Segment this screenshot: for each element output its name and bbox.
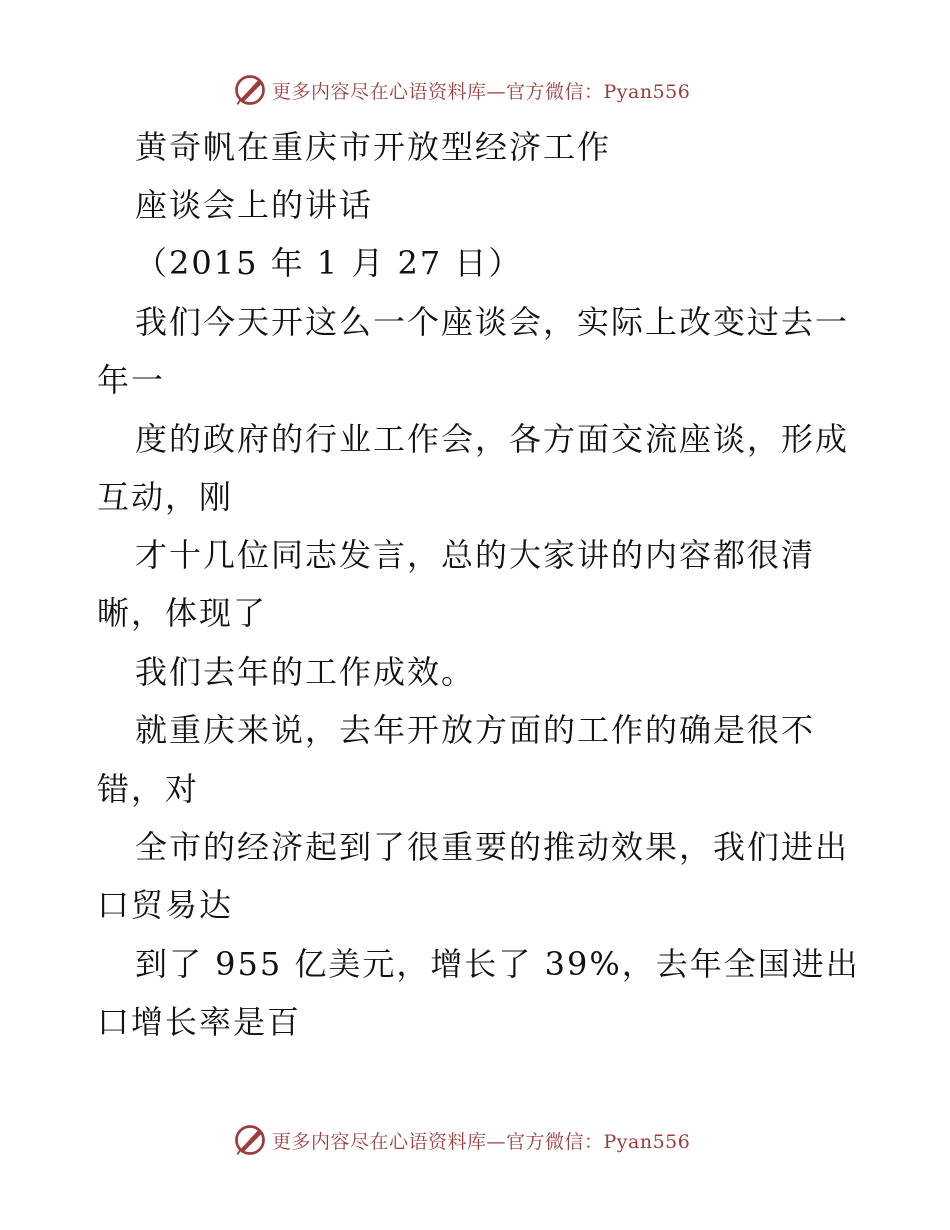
body-line: 才十几位同志发言，总的大家讲的内容都很清: [135, 536, 816, 574]
header-banner-text: 更多内容尽在心语资料库—官方微信：Pyan556: [272, 80, 691, 103]
footer-banner-text: 更多内容尽在心语资料库—官方微信：Pyan556: [272, 1130, 691, 1153]
document-date: （2015 年 1 月 27 日）: [135, 244, 523, 282]
body-line: 错，对: [97, 770, 200, 808]
header-banner: [232, 70, 690, 110]
document-title-line-2: 座谈会上的讲话: [135, 186, 374, 224]
body-line: 晰，体现了: [97, 594, 268, 632]
body-line: 全市的经济起到了很重要的推动效果，我们进出: [135, 828, 850, 866]
footer-banner: [232, 1120, 690, 1160]
body-line: 年一: [97, 361, 166, 399]
body-line: 度的政府的行业工作会，各方面交流座谈，形成: [135, 420, 850, 458]
body-line: 互动，刚: [97, 478, 234, 516]
quill-pen-logo-icon: [232, 1122, 268, 1158]
body-line: 我们去年的工作成效。: [135, 653, 476, 691]
body-line: 口贸易达: [97, 886, 234, 924]
body-line: 到了 955 亿美元，增长了 39%，去年全国进出: [135, 945, 860, 983]
body-line: 我们今天开这么一个座谈会，实际上改变过去一: [135, 303, 850, 341]
body-line: 口增长率是百: [97, 1003, 302, 1041]
body-line: 就重庆来说，去年开放方面的工作的确是很不: [135, 711, 816, 749]
document-title-line-1: 黄奇帆在重庆市开放型经济工作: [135, 128, 612, 166]
quill-pen-logo-icon: [232, 72, 268, 108]
